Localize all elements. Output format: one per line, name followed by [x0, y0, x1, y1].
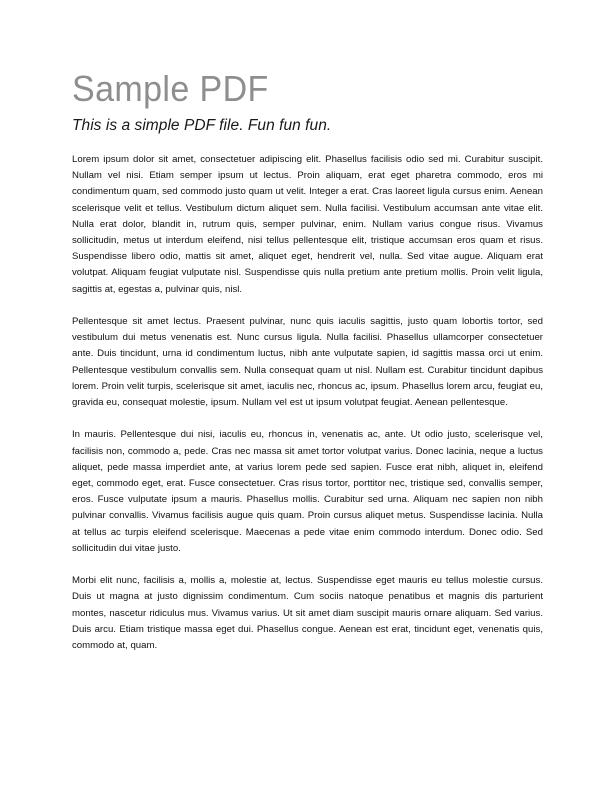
paragraph: Lorem ipsum dolor sit amet, consectetuer adipiscing elit. Phasellus facilisis odio sed mi. Curabitur suscipit. Nullam vel nisi. Etiam semper ipsum ut lectus. Proin aliquam, erat eget pharetra commodo, eros mi condimentum quam, sed commodo justo quam ut velit. Integer a erat. Cras laoreet ligula cursus enim. Aenean scelerisque velit et tellus. Vestibulum dictum aliquet sem. Nulla facilisi. Vestibulum accumsan ante vitae elit. Nulla erat dolor, blandit in, rutrum quis, semper pulvinar, enim. Nullam varius congue risus. Vivamus sollicitudin, metus ut interdum eleifend, nisi tellus pellentesque elit, tristique accumsan eros quam et risus. Suspendisse libero odio, mattis sit amet, aliquet eget, hendrerit vel, nulla. Sed vitae augue. Aliquam erat volutpat. Aliquam feugiat vulputate nisl. Suspendisse quis nulla pretium ante pretium mollis. Proin velit ligula, sagittis at, egestas a, pulvinar quis, nisl. — [72, 154, 543, 295]
page-title: Sample PDF — [72, 69, 269, 110]
paragraph: Pellentesque sit amet lectus. Praesent pulvinar, nunc quis iaculis sagittis, justo quam lobortis tortor, sed vestibulum dui metus venenatis est. Nunc cursus ligula. Nulla facilisi. Phasellus ullamcorper consectetuer ante. Duis tincidunt, urna id condimentum luctus, nibh ante vulputate sapien, id sagittis massa orci ut enim. Pellentesque vestibulum convallis sem. Nulla consequat quam ut nisl. Nullam est. Curabitur tincidunt dapibus lorem. Proin velit turpis, scelerisque sit amet, iaculis nec, rhoncus ac, ipsum. Phasellus lorem arcu, feugiat eu, gravida eu, consequat molestie, ipsum. Nullam vel est ut ipsum volutpat feugiat. Aenean pellentesque. — [72, 316, 543, 409]
page-subtitle: This is a simple PDF file. Fun fun fun. — [72, 117, 332, 134]
body-text-block — [72, 152, 543, 654]
paragraph: In mauris. Pellentesque dui nisi, iaculis eu, rhoncus in, venenatis ac, ante. Ut odio justo, scelerisque vel, facilisis non, commodo a, pede. Cras nec massa sit amet tortor volutpat varius. Donec lacinia, neque a luctus aliquet, pede massa imperdiet ante, at varius lorem pede sed sapien. Fusce erat nibh, aliquet in, eleifend eget, commodo eget, erat. Fusce consectetuer. Cras risus tortor, porttitor nec, tristique sed, convallis semper, eros. Fusce vulputate ipsum a mauris. Phasellus mollis. Curabitur sed urna. Aliquam nec sapien non nibh pulvinar convallis. Vivamus facilisis augue quis quam. Proin cursus aliquet metus. Suspendisse lacinia. Nulla at tellus ac turpis eleifend scelerisque. Maecenas a pede vitae enim commodo interdum. Donec odio. Sed sollicitudin dui vitae justo. — [72, 429, 543, 554]
document-content — [72, 68, 543, 654]
paragraph: Morbi elit nunc, facilisis a, mollis a, molestie at, lectus. Suspendisse eget mauris eu tellus molestie cursus. Duis ut magna at justo dignissim condimentum. Cum sociis natoque penatibus et magnis dis parturient montes, nascetur ridiculus mus. Vivamus varius. Ut sit amet diam suscipit mauris ornare aliquam. Sed varius. Duis arcu. Etiam tristique massa eget dui. Phasellus congue. Aenean est erat, tincidunt eget, venenatis quis, commodo at, quam. — [72, 575, 543, 652]
